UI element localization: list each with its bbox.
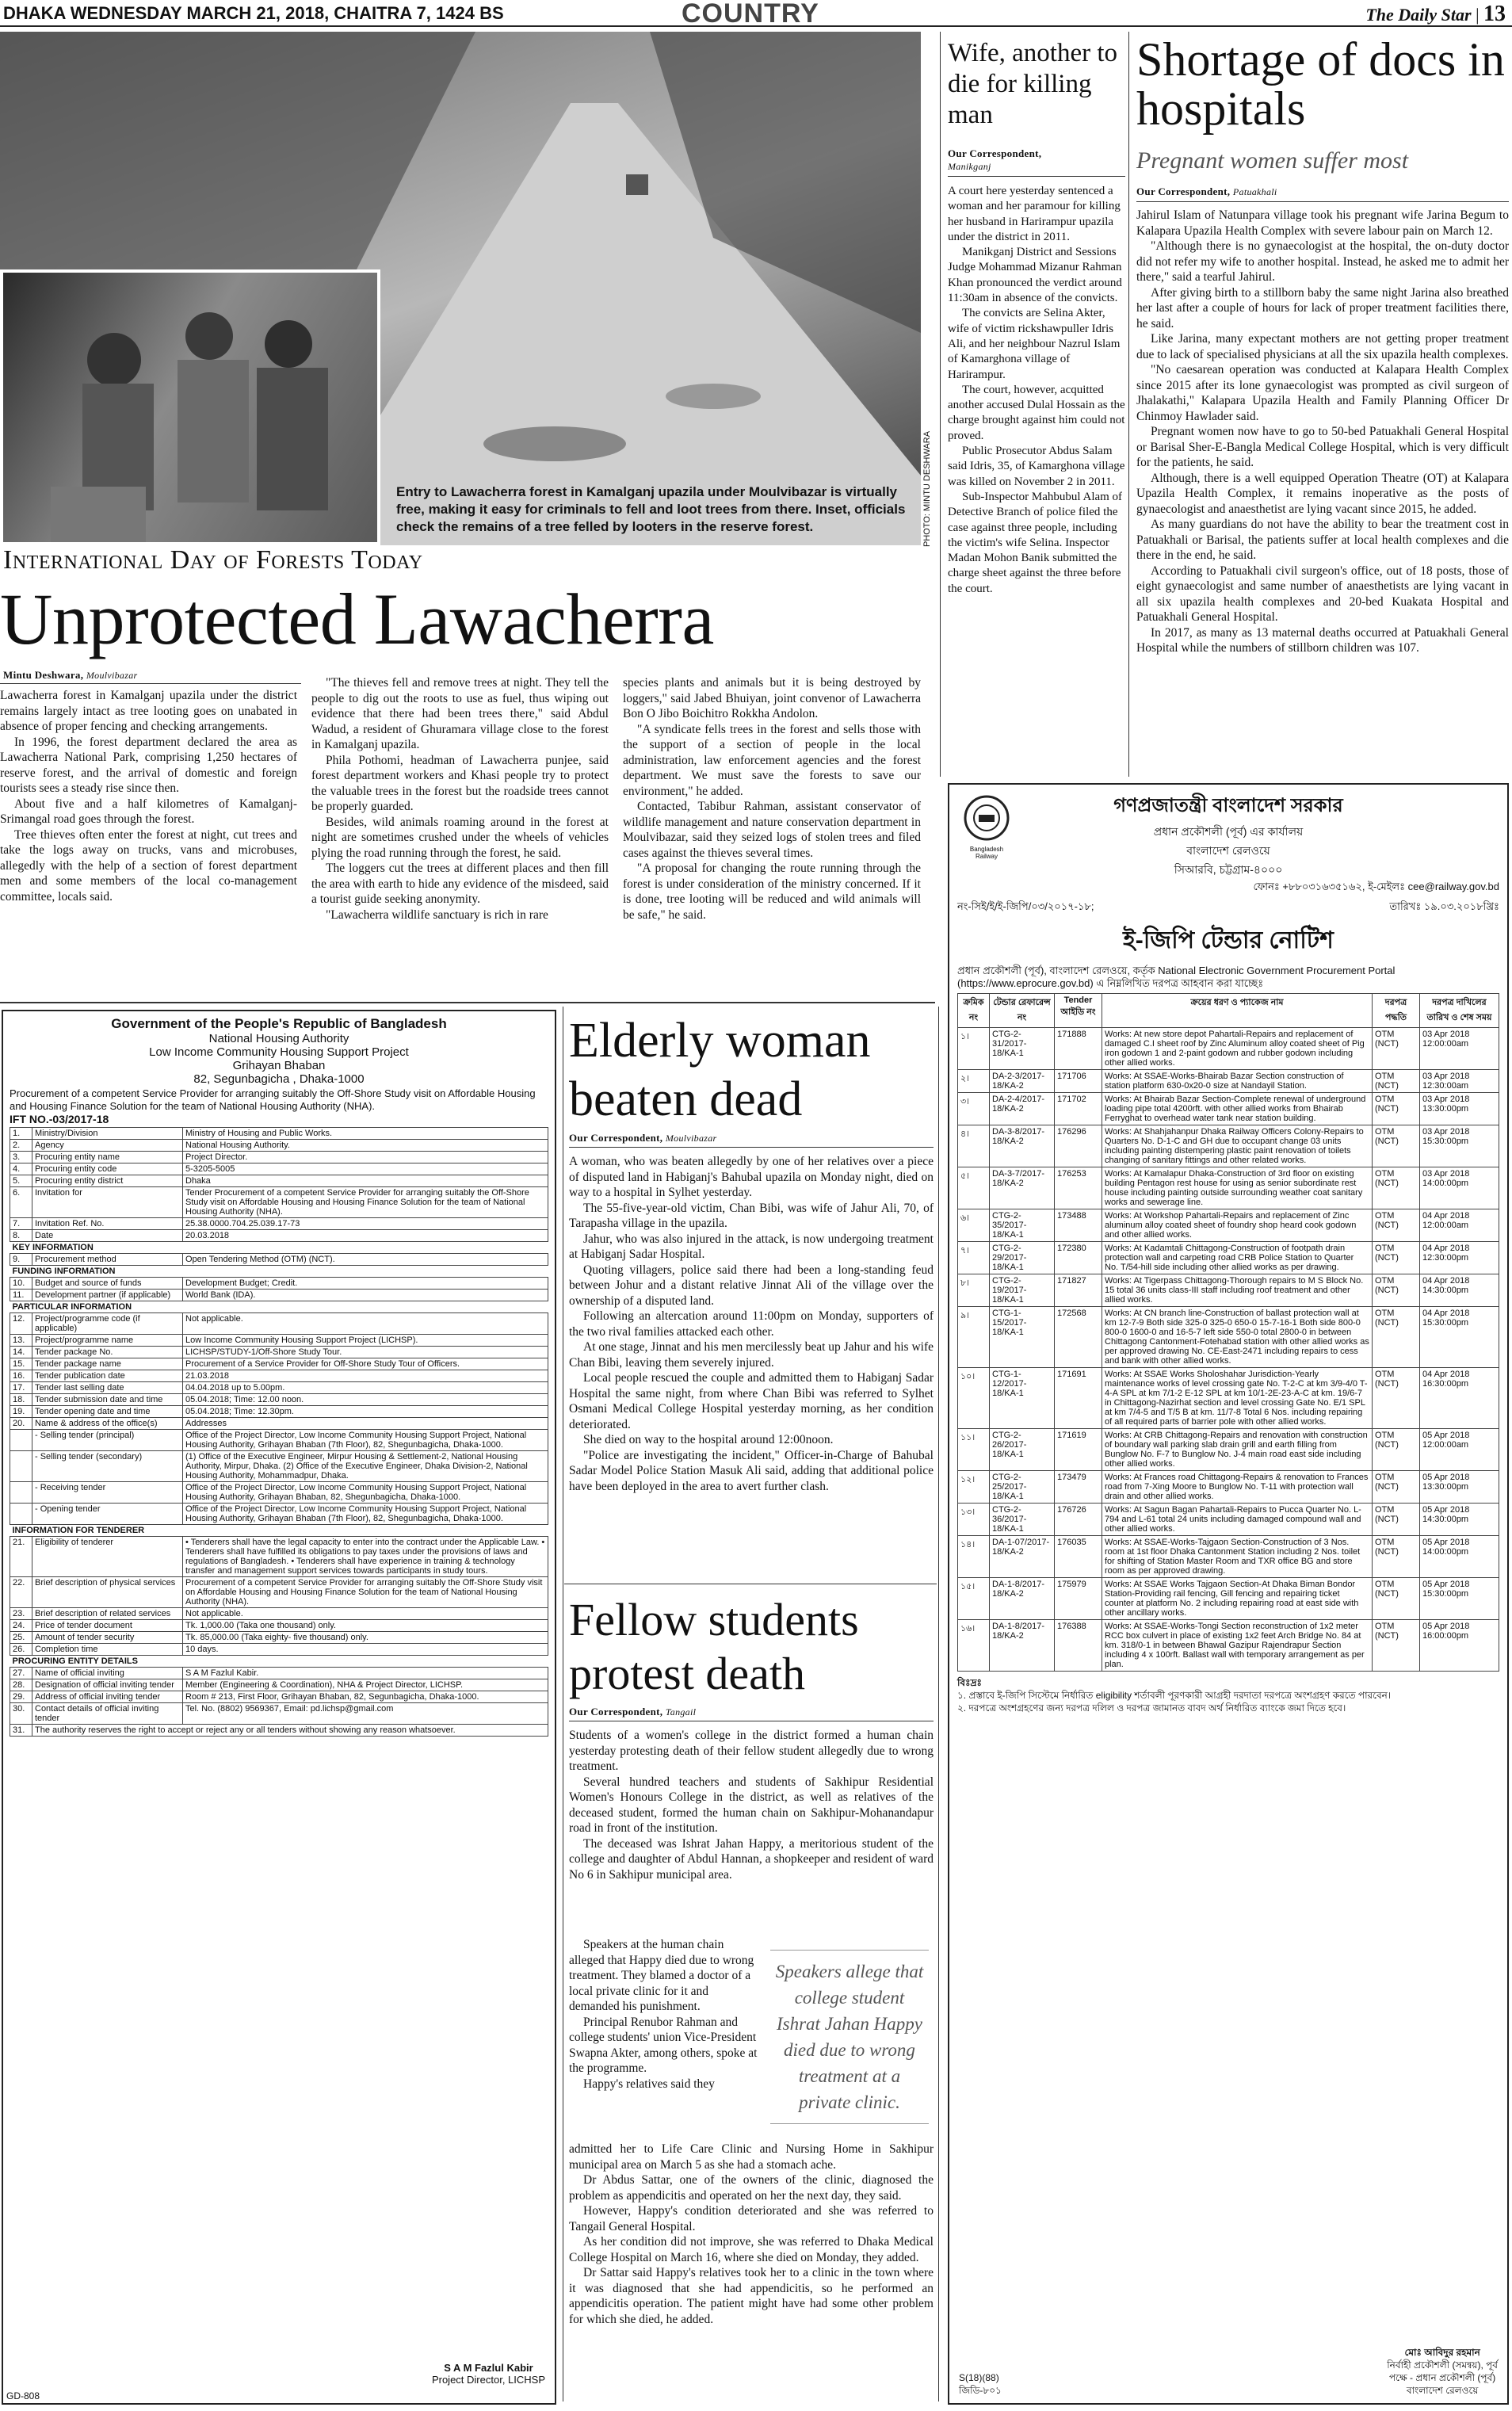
nha-ad-title: Government of the People's Republic of Bangladesh: [111, 1016, 447, 1031]
docs-headline: Shortage of docs in hospitals: [1136, 33, 1505, 135]
nha-table-row: 12. Project/programme code (if applicable) Not applicable.: [10, 1313, 548, 1335]
nha-table-row: 10. Budget and source of funds Development Budget; Credit.: [10, 1278, 548, 1290]
nha-ad-intro: Procurement of a competent Service Provider for arranging suitably the Off-Shore Study visit on Affordable Housing and Housing Finance Solution for the team of National Housing Authority (NHA).: [10, 1087, 536, 1112]
railway-ad-intro: প্রধান প্রকৌশলী (পূর্ব), বাংলাদেশ রেলওয়ে, কর্তৃক National Electronic Government Procurement Portal (https://www.eprocure.gov.bd) এ নিম্নলিখিত দরপত্র আহবান করা যাচ্ছেঃ: [957, 965, 1396, 989]
lead-caption: Entry to Lawacherra forest in Kamalganj upazila under Moulvibazar is virtually free, making it easy for criminals to fell and loot trees from there. Inset, officials check the remains of a tree felled by looters in the reserve forest.: [396, 484, 906, 534]
fellow-body-bottom: admitted her to Life Care Clinic and Nursing Home in Sakhipur municipal area on March 5 as she had a stomach ache. Dr Abdus Sattar, one of the owners of the clinic, diagnosed the problem as appendicitis and operated on her the next day, they said. However, Happy's condition deteriorated and she was referred to Tangail General Hospital. As her condition did not improve, she was referred to Dhaka Medical College Hospital on March 16, where she died on Monday, they added. Dr Sattar said Happy's relatives took her to a clinic in the town where it was diagnosed that she had appendicitis, so he performed an appendicitis operation. The patient might have had some other problem for which she died, he added.: [569, 2142, 934, 2326]
nha-table-row: 22. Brief description of physical services Procurement of a competent Service Provider for arranging suitably the Off-Shore Study visit on Affordable Housing and Housing Finance Solution for the team of National Housing Authority (NHA).: [10, 1577, 548, 1608]
fellow-pullquote: Speakers allege that college student Ishrat Jahan Happy died due to wrong treatment at a private clinic.: [770, 1950, 929, 2124]
railway-table-header: দরপত্র পদ্ধতি: [1373, 994, 1420, 1028]
nha-tender-ad: [2, 1010, 556, 2405]
nha-table-row: PARTICULAR INFORMATION: [10, 1301, 548, 1313]
lead-col1: Lawacherra forest in Kamalganj upazila under the district remains largely intact as tree looting goes on unabated in absence of proper fencing and checking arrangements. In 1996, the forest department declared the area as Lawacherra National Park, comprising 1,250 hectares of reserve forest, and the arrival of domestic and foreign tourists sees a steady rise since then. About five and a half kilometres of Kamalganj-Srimangal road goes through the forest. Tree thieves often enter the forest at night, cut trees and take the logs away on trucks, vans and microbuses, allegedly with the help of a section of forest department men and some members of the local co-management committee, locals said.: [0, 689, 297, 904]
railway-table-row: ১৫। DA-1-8/2017-18/KA-2 175979 Works: At SSAE Works Tajgaon Section-At Dhaka Biman Bondor Station-Providing rail fencing, Gill fencing and repairing ticket counter at platform No. 2 including repairing road at east side with other ancillary works. OTM (NCT) 05 Apr 2018 15:30:00pm: [958, 1578, 1499, 1620]
nha-table-row: 11. Development partner (if applicable) World Bank (IDA).: [10, 1290, 548, 1301]
railway-table-row: ৮। CTG-2-19/2017-18/KA-1 171827 Works: At Tigerpass Chittagong-Thorough repairs to M S Block No. 15 total 36 units class-III staff including roof treatment and other allied works. OTM (NCT) 04 Apr 2018 14:30:00pm: [958, 1274, 1499, 1307]
nha-table-row: 27. Name of official inviting S A M Fazlul Kabir.: [10, 1668, 548, 1679]
wife-body: A court here yesterday sentenced a woman and her paramour for killing her husband in Harirampur upazila under the district in 2011. Manikganj District and Sessions Judge Mohammad Mizanur Rahman Khan pronounced the verdict around 11:30am in absence of the convicts. The convicts are Selina Akter, wife of victim rickshawpuller Idris Ali, and her neighbour Nazrul Islam of Kamarghona village of Harirampur. The court, however, acquitted another accused Dulal Hossain as the charge brought against him could not proved. Public Prosecutor Abdus Salam said Idris, 35, of Kamarghona village was killed on November 2 in 2011. Sub-Inspector Mahbubul Alam of Detective Branch of police filed the case against three people, including the victim's wife Selina. Inspector Madan Mohon Banik submitted the charge sheet against the three before the court.: [948, 185, 1125, 595]
nha-table-row: 20. Name & address of the office(s) Addresses: [10, 1418, 548, 1430]
railway-table-row: ৯। CTG-1-15/2017-18/KA-1 172568 Works: At CN branch line-Construction of ballast protection wall at km 12-7-9 Both side 325-0 325-0 650-0 15-7-16-1 Both side 800-0 800-0 1600-0 and 16-5-7 left side 550-0 total 2800-0 in between Chittagong Cantonment-Fotehabad station with other allied works as per approved drawing No. CE-East-2471 including repairs to cess and bank with other allied works. OTM (NCT) 04 Apr 2018 15:30:00pm: [958, 1307, 1499, 1368]
nha-ad-table: [10, 1127, 548, 1737]
lead-photo: [0, 32, 921, 545]
paper-name: The Daily Star | 13: [1365, 2, 1506, 26]
lead-kicker: International Day of Forests Today: [3, 545, 423, 575]
nha-table-row: 23. Brief description of related services Not applicable.: [10, 1608, 548, 1620]
railway-table-row: ৩। DA-2-4/2017-18/KA-2 171702 Works: At Bhairab Bazar Section-Complete renewal of underground loading pipe total 4200rft. with other allied works from Bhairab Ferryghat to overhead water tank near station building. OTM (NCT) 03 Apr 2018 13:30:00pm: [958, 1093, 1499, 1125]
nha-ad-line4: Grihayan Bhaban: [232, 1059, 326, 1072]
nha-table-row: 6. Invitation for Tender Procurement of a competent Service Provider for arranging suitably the Off-Shore Study visit on Affordable Housing and Housing Finance Solution for the team of National Housing Authority (NHA).: [10, 1187, 548, 1218]
railway-ad-table: [957, 993, 1499, 1672]
fellow-byline: Our Correspondent, Tangail: [569, 1706, 697, 1718]
nha-ad-line5: 82, Segunbagicha , Dhaka-1000: [193, 1072, 365, 1086]
docs-body: Jahirul Islam of Natunpara village took his pregnant wife Jarina Begum to Kalapara Upazila Health Complex with severe labour pain on March 12. "Although there is no gynaecologist at the hospital, the on-duty doctor did not refer my wife to another hospital. Instead, he asked me to admit her there," said a tearful Jahirul. After giving birth to a stillborn baby the same night Jarina also breathed her last after a couple of hours for lack of proper treatment facilities there, he said. Like Jarina, many expectant mothers are not getting proper treatment due to lack of specialised physicians at all the six upazila health complexes. "No caesarean operation was conducted at Kalapara Health Complex since 2015 after its lone gynaecologist was prompted as civil surgeon of Jhalakathi," Kalapara Upazila Health and Family Planning Officer Dr Chinmoy Hawlader said. Pregnant women now have to go to 50-bed Patuakhali General Hospital or Barisal Sher-E-Bangla Medical College Hospital, which is very difficult for the patients, he said. Although, there is a well equipped Operation Theatre (OT) at Kalapara Upazila Health Complex, it remains inoperative as the posts of gynaecologist and anaesthetist are lying vacant since 2015, he added. As many guardians do not have the ability to bear the treatment cost in Patuakhali or Barisal, the patients suffer at local health complexes and die there in the end, he said. According to Patuakhali civil surgeon's office, out of 18 posts, those of eight gynaecologist and same number of anaesthetists are lying vacant in all six upazila health complexes and 20-bed Kuakata Hospital and Patuakhali General Hospital. In 2017, as many as 13 maternal deaths occurred at Patuakhali General Hospital while the numbers of stillborn children was 107.: [1136, 208, 1509, 655]
nha-table-row: 25. Amount of tender security Tk. 85,000.00 (Taka eighty- five thousand) only.: [10, 1632, 548, 1644]
nha-table-row: 17. Tender last selling date 04.04.2018 up to 5.00pm.: [10, 1382, 548, 1394]
nha-table-row: 3. Procuring entity name Project Director.: [10, 1152, 548, 1163]
officials-stump-illustration: [3, 273, 377, 542]
nha-table-row: 29. Address of official inviting tender Room # 213, First Floor, Grihayan Bhaban, 82, Segunbagicha, Dhaka-1000.: [10, 1691, 548, 1703]
elderly-body: A woman, who was beaten allegedly by one of her relatives over a piece of disputed land in Habiganj's Bahubal upazila on Monday night, died on way to a hospital in Sylhet yesterday. The 55-five-year-old victim, Chan Bibi, was wife of Jahur Ali, 70, of Tarapasha village in the upazila. Jahur, who was also injured in the attack, is now undergoing treatment at Habiganj Sadar Hospital. Quoting villagers, police said there had been a long-standing feud between Johur and a distant relative Jinnat Ali of the village over the ownership of a disputed land. Following an altercation around 11:00pm on Monday, supporters of the two rival families attacked each other. At one stage, Jinnat and his men mercilessly beat up Jahur and his wife Chan Bibi, leaving them severely injured. Local people rescued the couple and admitted them to Habiganj Sadar Hospital the same night, from where Chan Bibi was referred to Sylhet Osmani Medical College Hospital yesterday morning, as her condition deteriorated. She died on way to the hospital around 12:00noon. "Police are investigating the incident," Officer-in-Charge of Bahubal Sadar Model Police Station Masuk Ali said, adding that additional police have been deployed in the area to avert further clash.: [569, 1155, 934, 1493]
nha-table-row: - Selling tender (principal) Office of the Project Director, Low Income Community Housing Support Project, National Housing Authority, Grihayan Bhaban (7th Floor), 82, Shegunbagicha, Dhaka-1000.: [10, 1430, 548, 1451]
elderly-byline: Our Correspondent, Moulvibazar: [569, 1132, 717, 1144]
railway-table-row: ২। DA-2-3/2017-18/KA-2 171706 Works: At SSAE-Works-Bhairab Bazar Section construction of station platform 630-0x20-0 size at Nandayil Station. OTM (NCT) 03 Apr 2018 12:30:00am: [958, 1070, 1499, 1093]
railway-ad-contact: ফোনঃ +৮৮০৩১৬৩৫১৬২, ই-মেইলঃ cee@railway.gov.bd: [1253, 881, 1499, 892]
lead-col3: species plants and animals but it is being destroyed by loggers," said Jabed Bhuiyan, joint convenor of Lawacherra Bon O Jibo Boichitro Rokkha Andolon. "A syndicate fells trees in the forest and sells those with the support of a section of people in the local administration, law enforcement agencies and the forest department. We must save the forests to save our environment," he added. Contacted, Tabibur Rahman, assistant conservator of wildlife management and nature conservation department in Moulvibazar, said they seized logs of stolen trees and filed cases against the thieves several times. "A proposal for changing the route running through the forest is under consideration of the ministry concerned. If it is done, tree looting will be reduced and wild animals will be safe," he said.: [623, 676, 921, 922]
fellow-headline: Fellow students protest death: [569, 1594, 859, 1699]
railway-table-row: ৭। CTG-2-29/2017-18/KA-1 172380 Works: At Kadamtali Chittagong-Construction of footpath drain protection wall and carpeting road CRB Police Station to Quarter No. T/54-hill side including other allied works as per drawing. OTM (NCT) 04 Apr 2018 12:30:00pm: [958, 1242, 1499, 1274]
nha-ad-line2: National Housing Authority: [208, 1032, 349, 1045]
nha-table-row: 2. Agency National Housing Authority.: [10, 1140, 548, 1152]
railway-signature: মোঃ আবিদুর রহমান নির্বাহী প্রকৌশলী (সমন্বয়), পূর্ব পক্ষে - প্রধান প্রকৌশলী (পূর্ব) বাংলাদেশ রেলওয়ে: [1387, 2347, 1498, 2396]
nha-table-row: - Selling tender (secondary) (1) Office of the Executive Engineer, Mirpur Housing & Settlement-2, National Housing Authority, Mirpur, Dhaka. (2) Office of the Executive Engineer, Dhaka Division-2, National Housing Authority, Mohammadpur, Dhaka.: [10, 1451, 548, 1482]
fellow-body-top: Students of a women's college in the district formed a human chain yesterday protesting death of their fellow student allegedly due to wrong treatment. Several hundred teachers and students of Sakhipur Residential Women's Honours College in the district, as well as relatives of the deceased student, formed the human chain on Sakhipur-Mohanandapur road in front of the institution. The deceased was Ishrat Jahan Happy, a meritorious student of the college and daughter of Abdul Hannan, a shopkeeper and resident of ward No 6 in Sakhipur municipal area.: [569, 1729, 934, 1882]
railway-table-row: ৫। DA-3-7/2017-18/KA-2 176253 Works: At Kamalapur Dhaka-Construction of 3rd floor on existing building Pentagon rest house for using as senior subordinate rest house including painting outside surrounding weather coat sanitary works and sewerage line. OTM (NCT) 03 Apr 2018 14:00:00pm: [958, 1167, 1499, 1209]
nha-table-row: 24. Price of tender document Tk. 1,000.00 (Taka one thousand) only.: [10, 1620, 548, 1632]
nha-ad-code: GD-808: [6, 2390, 40, 2401]
railway-ad-code: S(18)(88) জিডি-৮০১: [959, 2372, 1002, 2396]
railway-table-row: ৬। CTG-2-35/2017-18/KA-1 173488 Works: At Workshop Pahartali-Repairs and replacement of Zinc aluminum alloy coated sheet of foundry shop heard cook godown and other allied works. OTM (NCT) 04 Apr 2018 12:00:00am: [958, 1209, 1499, 1242]
railway-table-row: ১৬। DA-1-8/2017-18/KA-2 176388 Works: At SSAE-Works-Tongi Section reconstruction of 1x2 meter RCC box culvert in place of existing 1x2 feet Arch Bridge No. 84 at km. 318/0-1 in between Bhawal Gazipur Rajendrapur Section including 4 x 100rft. Ballast wall with temporary arrangement as per plan. OTM (NCT) 05 Apr 2018 16:00:00pm: [958, 1620, 1499, 1672]
inset-photo: [0, 269, 380, 545]
nha-table-row: 8. Date 20.03.2018: [10, 1230, 548, 1242]
nha-ad-line3: Low Income Community Housing Support Project: [149, 1045, 409, 1059]
railway-table-header: Tender আইডি নং: [1055, 994, 1102, 1028]
elderly-headline: Elderly woman beaten dead: [569, 1014, 871, 1126]
nha-table-row: 15. Tender package name Procurement of a Service Provider for Off-Shore Study Tour of Officers.: [10, 1358, 548, 1370]
nha-table-row: 13. Project/programme name Low Income Community Housing Support Project (LICHSP).: [10, 1335, 548, 1347]
nha-ad-ift: IFT NO.-03/2017-18: [10, 1113, 109, 1125]
nha-table-row: 14. Tender package No. LICHSP/STUDY-1/Off-Shore Study Tour.: [10, 1347, 548, 1358]
nha-table-row: 31. The authority reserves the right to accept or reject any or all tenders without showing any reason whatsoever.: [10, 1725, 548, 1737]
nha-table-row: 26. Completion time 10 days.: [10, 1644, 548, 1656]
nha-table-row: KEY INFORMATION: [10, 1242, 548, 1254]
nha-table-row: 5. Procuring entity district Dhaka: [10, 1175, 548, 1187]
section-title: COUNTRY: [682, 0, 819, 29]
railway-ad-line4: সিআরবি, চট্টগ্রাম-৪০০০: [1174, 863, 1283, 876]
railway-table-header: ক্রমিক নং: [958, 994, 990, 1028]
photo-credit: PHOTO: MINTU DESHWARA: [922, 430, 932, 547]
railway-table-row: ১০। CTG-1-12/2017-18/KA-1 171691 Works: At SSAE Works Sholoshahar Jurisdiction-Yearly maintenance works of level crossing gate No. T-2-C at km 3/9-4/0 T-4-A SPL at km 7/1-2 E-12 SPL at km 10/1-2E-23-A-C at km. 19/6-7 in Chittagong-Nazirhat section and level crossing Gate No. E/1 SPL at km 7/4-5 and T/5 B at km. 11/7-8 Total 6 Nos. including repairing of all required parts of barrier pole with other allied works. OTM (NCT) 04 Apr 2018 16:30:00pm: [958, 1368, 1499, 1429]
masthead: [0, 0, 1512, 27]
railway-table-row: ১১। CTG-2-26/2017-18/KA-1 171619 Works: At CRB Chittagong-Repairs and renovation with construction of boundary wall parking slab drain grill and earth filling from Bunglow No. F-7 to Bunglow No. J-4 main road east side including other allied works. OTM (NCT) 05 Apr 2018 12:00:00am: [958, 1429, 1499, 1471]
nha-table-row: 7. Invitation Ref. No. 25.38.0000.704.25.039.17-73: [10, 1218, 548, 1230]
docs-byline: Our Correspondent, Patuakhali: [1136, 185, 1277, 197]
nha-table-row: 9. Procurement method Open Tendering Method (OTM) (NCT).: [10, 1254, 548, 1266]
nha-table-row: FUNDING INFORMATION: [10, 1266, 548, 1278]
railway-table-header: টেন্ডার রেফারেন্স নং: [990, 994, 1055, 1028]
railway-table-row: ১। CTG-2-31/2017-18/KA-1 171888 Works: At new store depot Pahartali-Repairs and replacement of damaged C.I sheet roof by Zinc Aluminum alloy coated sheet of Pig iron godown 1 and 2-paint godown and rubber godown including other allied works. OTM (NCT) 03 Apr 2018 12:00:00am: [958, 1028, 1499, 1070]
railway-emblem-icon: [963, 794, 1010, 842]
railway-ad-notice-title: ই-জিপি টেন্ডার নোটিশ: [1123, 927, 1334, 953]
railway-ad-ref: নং-সিই/ই/ই-জিপি/০৩/২০১৭-১৮; তারিখঃ ১৯.০৩.২০১৮খ্রিঃ: [957, 900, 1499, 912]
nha-table-row: 18. Tender submission date and time 05.04.2018; Time: 12.00 noon.: [10, 1394, 548, 1406]
nha-table-row: 4. Procuring entity code 5-3205-5005: [10, 1163, 548, 1175]
nha-table-row: - Opening tender Office of the Project Director, Low Income Community Housing Support Project, National Housing Authority, Grihayan Bhaban (7th Floor), 82, Shegunbagicha, Dhaka-1000.: [10, 1504, 548, 1525]
nha-table-row: 28. Designation of official inviting tender Member (Engineering & Coordination), NHA & Project Director, LICHSP.: [10, 1679, 548, 1691]
nha-table-row: 19. Tender opening date and time 05.04.2018; Time: 12.30pm.: [10, 1406, 548, 1418]
nha-table-row: INFORMATION FOR TENDERER: [10, 1525, 548, 1537]
dateline: DHAKA WEDNESDAY MARCH 21, 2018, CHAITRA 7, 1424 BS: [3, 3, 504, 23]
railway-ad-title: গণপ্রজাতন্ত্রী বাংলাদেশ সরকার: [1113, 795, 1343, 816]
wife-byline: Our Correspondent, Manikganj: [948, 147, 1042, 172]
nha-table-row: - Receiving tender Office of the Project Director, Low Income Community Housing Support Project, National Housing Authority, Grihayan Bhaban, 82, Shegunbagicha, Dhaka-1000.: [10, 1482, 548, 1504]
railway-table-row: ১৩। CTG-2-36/2017-18/KA-1 176726 Works: At Sagun Bagan Pahartali-Repairs to Pucca Quarter No. L-794 and L-61 total 24 units including damaged compound wall and other allied works. OTM (NCT) 05 Apr 2018 14:30:00pm: [958, 1504, 1499, 1536]
nha-table-row: 21. Eligibility of tenderer • Tenderers shall have the legal capacity to enter into the contract under the Applicable Law. • Tenderers shall have fulfilled its obligations to pay taxes under the provisions of laws and regulations of Bangladesh. • Tenderers shall have experience in training & technology transfer and management support services towards participants in study tours.: [10, 1537, 548, 1577]
lead-byline: Mintu Deshwara, Moulvibazar: [3, 669, 138, 681]
railway-table-row: ৪। DA-3-8/2017-18/KA-2 176296 Works: At Shahjahanpur Dhaka Railway Officers Colony-Repairs to Quarters No. D-1-C and GH due to occupant change 03 units including painting distempering plastic paint renovation of toilets changing of sanitary fittings and other related works. OTM (NCT) 03 Apr 2018 15:30:00pm: [958, 1125, 1499, 1167]
railway-table-row: ১২। CTG-2-25/2017-18/KA-1 173479 Works: At Frances road Chittagong-Repairs & renovation to Frances road from 7-Xing Moore to Bunglow No. T-11 with protection wall drain and other allied works. OTM (NCT) 05 Apr 2018 13:30:00pm: [958, 1471, 1499, 1504]
railway-ad-line2: প্রধান প্রকৌশলী (পূর্ব) এর কার্যালয়: [1153, 825, 1304, 838]
docs-subhead: Pregnant women suffer most: [1136, 147, 1409, 174]
fellow-body-mid: Speakers at the human chain alleged that Happy died due to wrong treatment. They blamed a doctor of a local private clinic for it and demanded his punishment. Principal Renubor Rahman and college students' union Vice-President Swapna Akter, among others, spoke at the programme. Happy's relatives said they: [569, 1938, 758, 2091]
railway-tender-ad: [948, 783, 1509, 2405]
lead-col2: "The thieves fell and remove trees at night. They tell the people to dig out the roots to use as fuel, thus wiping out evidence that there had been trees there," said Abdul Wadud, a resident of Ghuramara village close to the forest in Kamalganj upazila. Phila Pothomi, headman of Lawacherra punjee, said forest department workers and Khasi people try to protect the valuable trees in the forest but the roadside trees cannot be properly guarded. Besides, wild animals roaming around in the forest at night are sometimes crushed under the wheels of vehicles plying the road running through the forest, he said. The loggers cut the trees at different places and then fill the area with earth to hide any evidence of the misdeed, said a tourist guide seeking anonymity. "Lawacherra wildlife sanctuary is rich in rare: [311, 676, 609, 922]
railway-logo: Bangladesh Railway: [960, 794, 1013, 860]
railway-table-header: দরপত্র দাখিলের তারিখ ও শেষ সময়: [1420, 994, 1499, 1028]
railway-table-header: ক্রয়ের ধরণ ও প্যাকেজ নাম: [1102, 994, 1373, 1028]
nha-table-row: 1. Ministry/Division Ministry of Housing and Public Works.: [10, 1128, 548, 1140]
nha-table-row: 30. Contact details of official inviting tender Tel. No. (8802) 9569367, Email: pd.lichsp@gmail.com: [10, 1703, 548, 1725]
nha-table-row: 16. Tender publication date 21.03.2018: [10, 1370, 548, 1382]
wife-headline: Wife, another to die for killing man: [948, 39, 1118, 129]
railway-table-row: ১৪। DA-1-07/2017-18/KA-2 176035 Works: At SSAE-Works-Tajgaon Section-Construction of 3 Nos. room at 1st floor Dhaka Cantonment Station including 2 Nos. toilet for shifting of Station Master Room and TXR office BG and store room as per approved drawing. OTM (NCT) 05 Apr 2018 14:00:00pm: [958, 1536, 1499, 1578]
railway-ad-line3: বাংলাদেশ রেলওয়ে: [1186, 844, 1270, 857]
nha-signature: S A M Fazlul Kabir Project Director, LICHSP: [431, 2362, 545, 2386]
nha-table-row: PROCURING ENTITY DETAILS: [10, 1656, 548, 1668]
railway-ad-notes: বিঃদ্রঃ ১. প্রস্তাবে ই-জিপি সিস্টেমে নির্ধারিত eligibility শর্তাবলী পূরণকারী আগ্রহী দরদাতা দরপত্রে অংশগ্রহণ করতে পারবেন। ২. দরপত্রে অংশগ্রহণের জন্য দরপত্র দলিল ও দরপত্র জামানত বাবদ অর্থ নির্ধারিত ব্যাংকে জমা দিতে হবে।: [957, 1677, 1392, 1714]
lead-headline: Unprotected Lawacherra: [0, 579, 714, 659]
